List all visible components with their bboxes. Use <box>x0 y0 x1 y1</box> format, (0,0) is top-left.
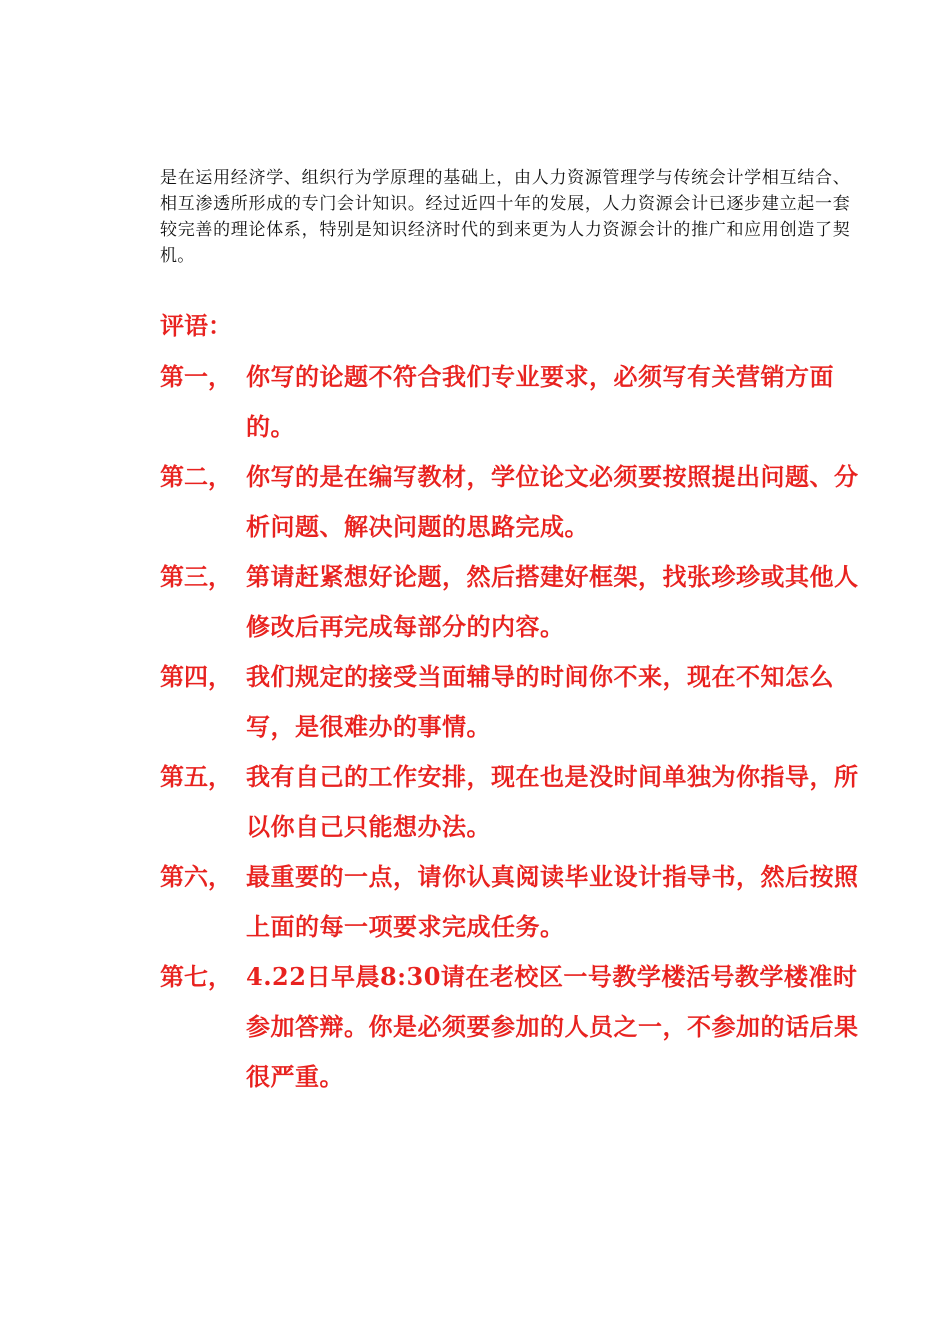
comment-label: 第三， <box>160 562 232 591</box>
comment-item <box>160 352 860 452</box>
comment-label: 第五， <box>160 762 232 791</box>
comment-text: 我有自己的工作安排，现在也是没时间单独为你指导，所以你自己只能想办法。 <box>246 762 859 841</box>
comment-text: 最重要的一点，请你认真阅读毕业设计指导书，然后按照上面的每一项要求完成任务。 <box>246 862 859 941</box>
comment-text: 你写的是在编写教材，学位论文必须要按照提出问题、分析问题、解决问题的思路完成。 <box>246 462 859 541</box>
comment-item <box>160 552 860 652</box>
comment-label: 第七， <box>160 962 232 991</box>
comment-label: 第四， <box>160 662 232 691</box>
comment-item <box>160 852 860 952</box>
comment-item <box>160 752 860 852</box>
comment-label: 第一， <box>160 362 232 391</box>
comment-text: 第请赶紧想好论题，然后搭建好框架，找张珍珍或其他人修改后再完成每部分的内容。 <box>246 562 859 641</box>
comment-label: 第六， <box>160 862 232 891</box>
comment-item <box>160 652 860 752</box>
intro-paragraph: 是在运用经济学、组织行为学原理的基础上，由人力资源管理学与传统会计学相互结合、相互渗透所形成的专门会计知识。经过近四十年的发展，人力资源会计已逐步建立起一套较完善的理论体系，特别是知识经济时代的到来更为人力资源会计的推广和应用创造了契机。 <box>160 168 850 266</box>
comment-text: 我们规定的接受当面辅导的时间你不来，现在不知怎么写，是很难办的事情。 <box>246 662 834 741</box>
comment-text: 你写的论题不符合我们专业要求，必须写有关营销方面的。 <box>246 362 834 441</box>
comments-heading: 评语： <box>160 311 232 340</box>
comment-item <box>160 952 860 1102</box>
comment-item <box>160 452 860 552</box>
comments-list <box>160 352 860 1102</box>
comment-text: 4.22日早晨8:30请在老校区一号教学楼活号教学楼准时参加答辩。你是必须要参加的人员之一，不参加的话后果很严重。 <box>246 962 859 1091</box>
comment-label: 第二， <box>160 462 232 491</box>
